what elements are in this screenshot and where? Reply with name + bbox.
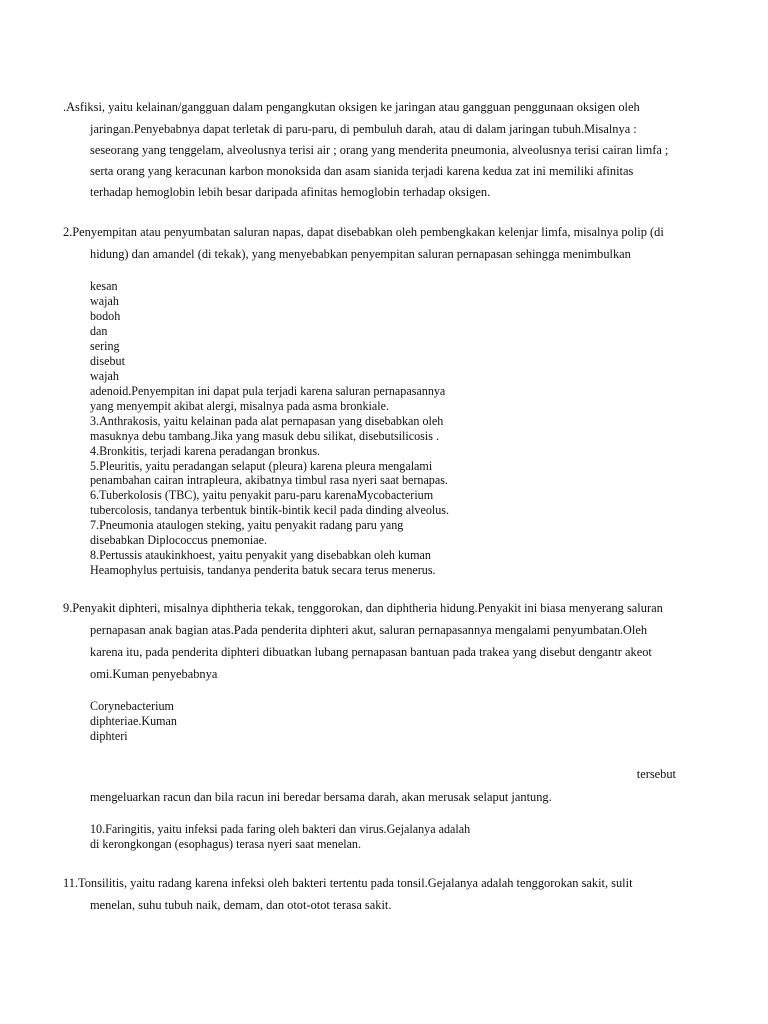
text-line: 5.Pleuritis, yaitu peradangan selaput (pleura) karena pleura mengalami <box>90 459 433 473</box>
text-line: 3.Anthrakosis, yaitu kelainan pada alat pernapasan yang disebabkan oleh <box>90 414 444 428</box>
text-line: karena itu, pada penderita diphteri dibuatkan lubang pernapasan bantuan pada trakea yang disebut dengantr akeot <box>90 645 652 659</box>
text-line: hidung) dan amandel (di tekak), yang menyebabkan penyempitan saluran pernapasan sehingga menimbulkan <box>90 247 631 261</box>
text-line: 4.Bronkitis, terjadi karena peradangan bronkus. <box>90 444 321 458</box>
text-line: yang menyempit akibat alergi, misalnya pada asma bronkiale. <box>90 399 390 413</box>
text-line: adenoid.Penyempitan ini dapat pula terjadi karena saluran pernapasannya <box>90 384 446 398</box>
text-line: masuknya debu tambang.Jika yang masuk debu silikat, disebutsilicosis . <box>90 429 439 443</box>
text-line: serta orang yang keracunan karbon monoksida dan asam sianida terjadi karena kedua zat ini memiliki afinitas <box>90 164 634 178</box>
text-line: 10.Faringitis, yaitu infeksi pada faring oleh bakteri dan virus.Gejalanya adalah <box>90 822 471 836</box>
text-line: 7.Pneumonia ataulogen steking, yaitu penyakit radang paru yang <box>90 518 404 532</box>
text-line: diphteri <box>90 729 128 743</box>
text-line: di kerongkongan (esophagus) terasa nyeri saat menelan. <box>90 837 362 851</box>
column-word: sering <box>90 339 120 353</box>
text-line: disebabkan Diplococcus pnemoniae. <box>90 533 267 547</box>
text-line: .Asfiksi, yaitu kelainan/gangguan dalam pengangkutan oksigen ke jaringan atau gangguan penggunaan oksigen oleh <box>63 100 640 114</box>
text-line: omi.Kuman penyebabnya <box>90 667 218 681</box>
text-line: jaringan.Penyebabnya dapat terletak di paru-paru, di pembuluh darah, atau di dalam jaringan tubuh.Misalnya : <box>90 122 637 136</box>
text-line: 6.Tuberkolosis (TBC), yaitu penyakit paru-paru karenaMycobacterium <box>90 488 434 502</box>
column-word: disebut <box>90 354 125 368</box>
column-word: dan <box>90 324 108 338</box>
text-line: 9.Penyakit diphteri, misalnya diphtheria tekak, tenggorokan, dan diphtheria hidung.Penyakit ini biasa menyerang saluran <box>63 601 663 615</box>
column-word: bodoh <box>90 309 121 323</box>
text-line: terhadap hemoglobin lebih besar daripada afinitas hemoglobin terhadap oksigen. <box>90 185 491 199</box>
text-line: 2.Penyempitan atau penyumbatan saluran napas, dapat disebabkan oleh pembengkakan kelenjar limfa, misalnya polip (di <box>63 225 664 239</box>
text-line: 8.Pertussis ataukinkhoest, yaitu penyakit yang disebabkan oleh kuman <box>90 548 431 562</box>
text-line: seseorang yang tenggelam, alveolusnya terisi air ; orang yang menderita pneumonia, alveolusnya terisi cairan limfa ; <box>90 143 669 157</box>
text-line: tubercolosis, tandanya terbentuk bintik-bintik kecil pada dinding alveolus. <box>90 503 450 517</box>
text-line: Corynebacterium <box>90 699 174 713</box>
text-line: pernapasan anak bagian atas.Pada penderita diphteri akut, saluran pernapasannya mengalami penyumbatan.Oleh <box>90 623 648 637</box>
column-word: kesan <box>90 279 118 293</box>
text-line: diphteriae.Kuman <box>90 714 177 728</box>
text-line: 11.Tonsilitis, yaitu radang karena infeksi oleh bakteri tertentu pada tonsil.Gejalanya adalah tenggorokan sakit, sulit <box>63 876 633 890</box>
text-line: menelan, suhu tubuh naik, demam, dan otot-otot terasa sakit. <box>90 898 392 912</box>
tersebut-word: tersebut <box>636 767 676 781</box>
text-line: Heamophylus pertuisis, tandanya penderita batuk secara terus menerus. <box>90 563 436 577</box>
text-line: penambahan cairan intrapleura, akibatnya timbul rasa nyeri saat bernapas. <box>90 473 448 487</box>
column-word: wajah <box>90 369 119 383</box>
column-word: wajah <box>90 294 119 308</box>
text-line: mengeluarkan racun dan bila racun ini beredar bersama darah, akan merusak selaput jantung. <box>90 790 552 804</box>
